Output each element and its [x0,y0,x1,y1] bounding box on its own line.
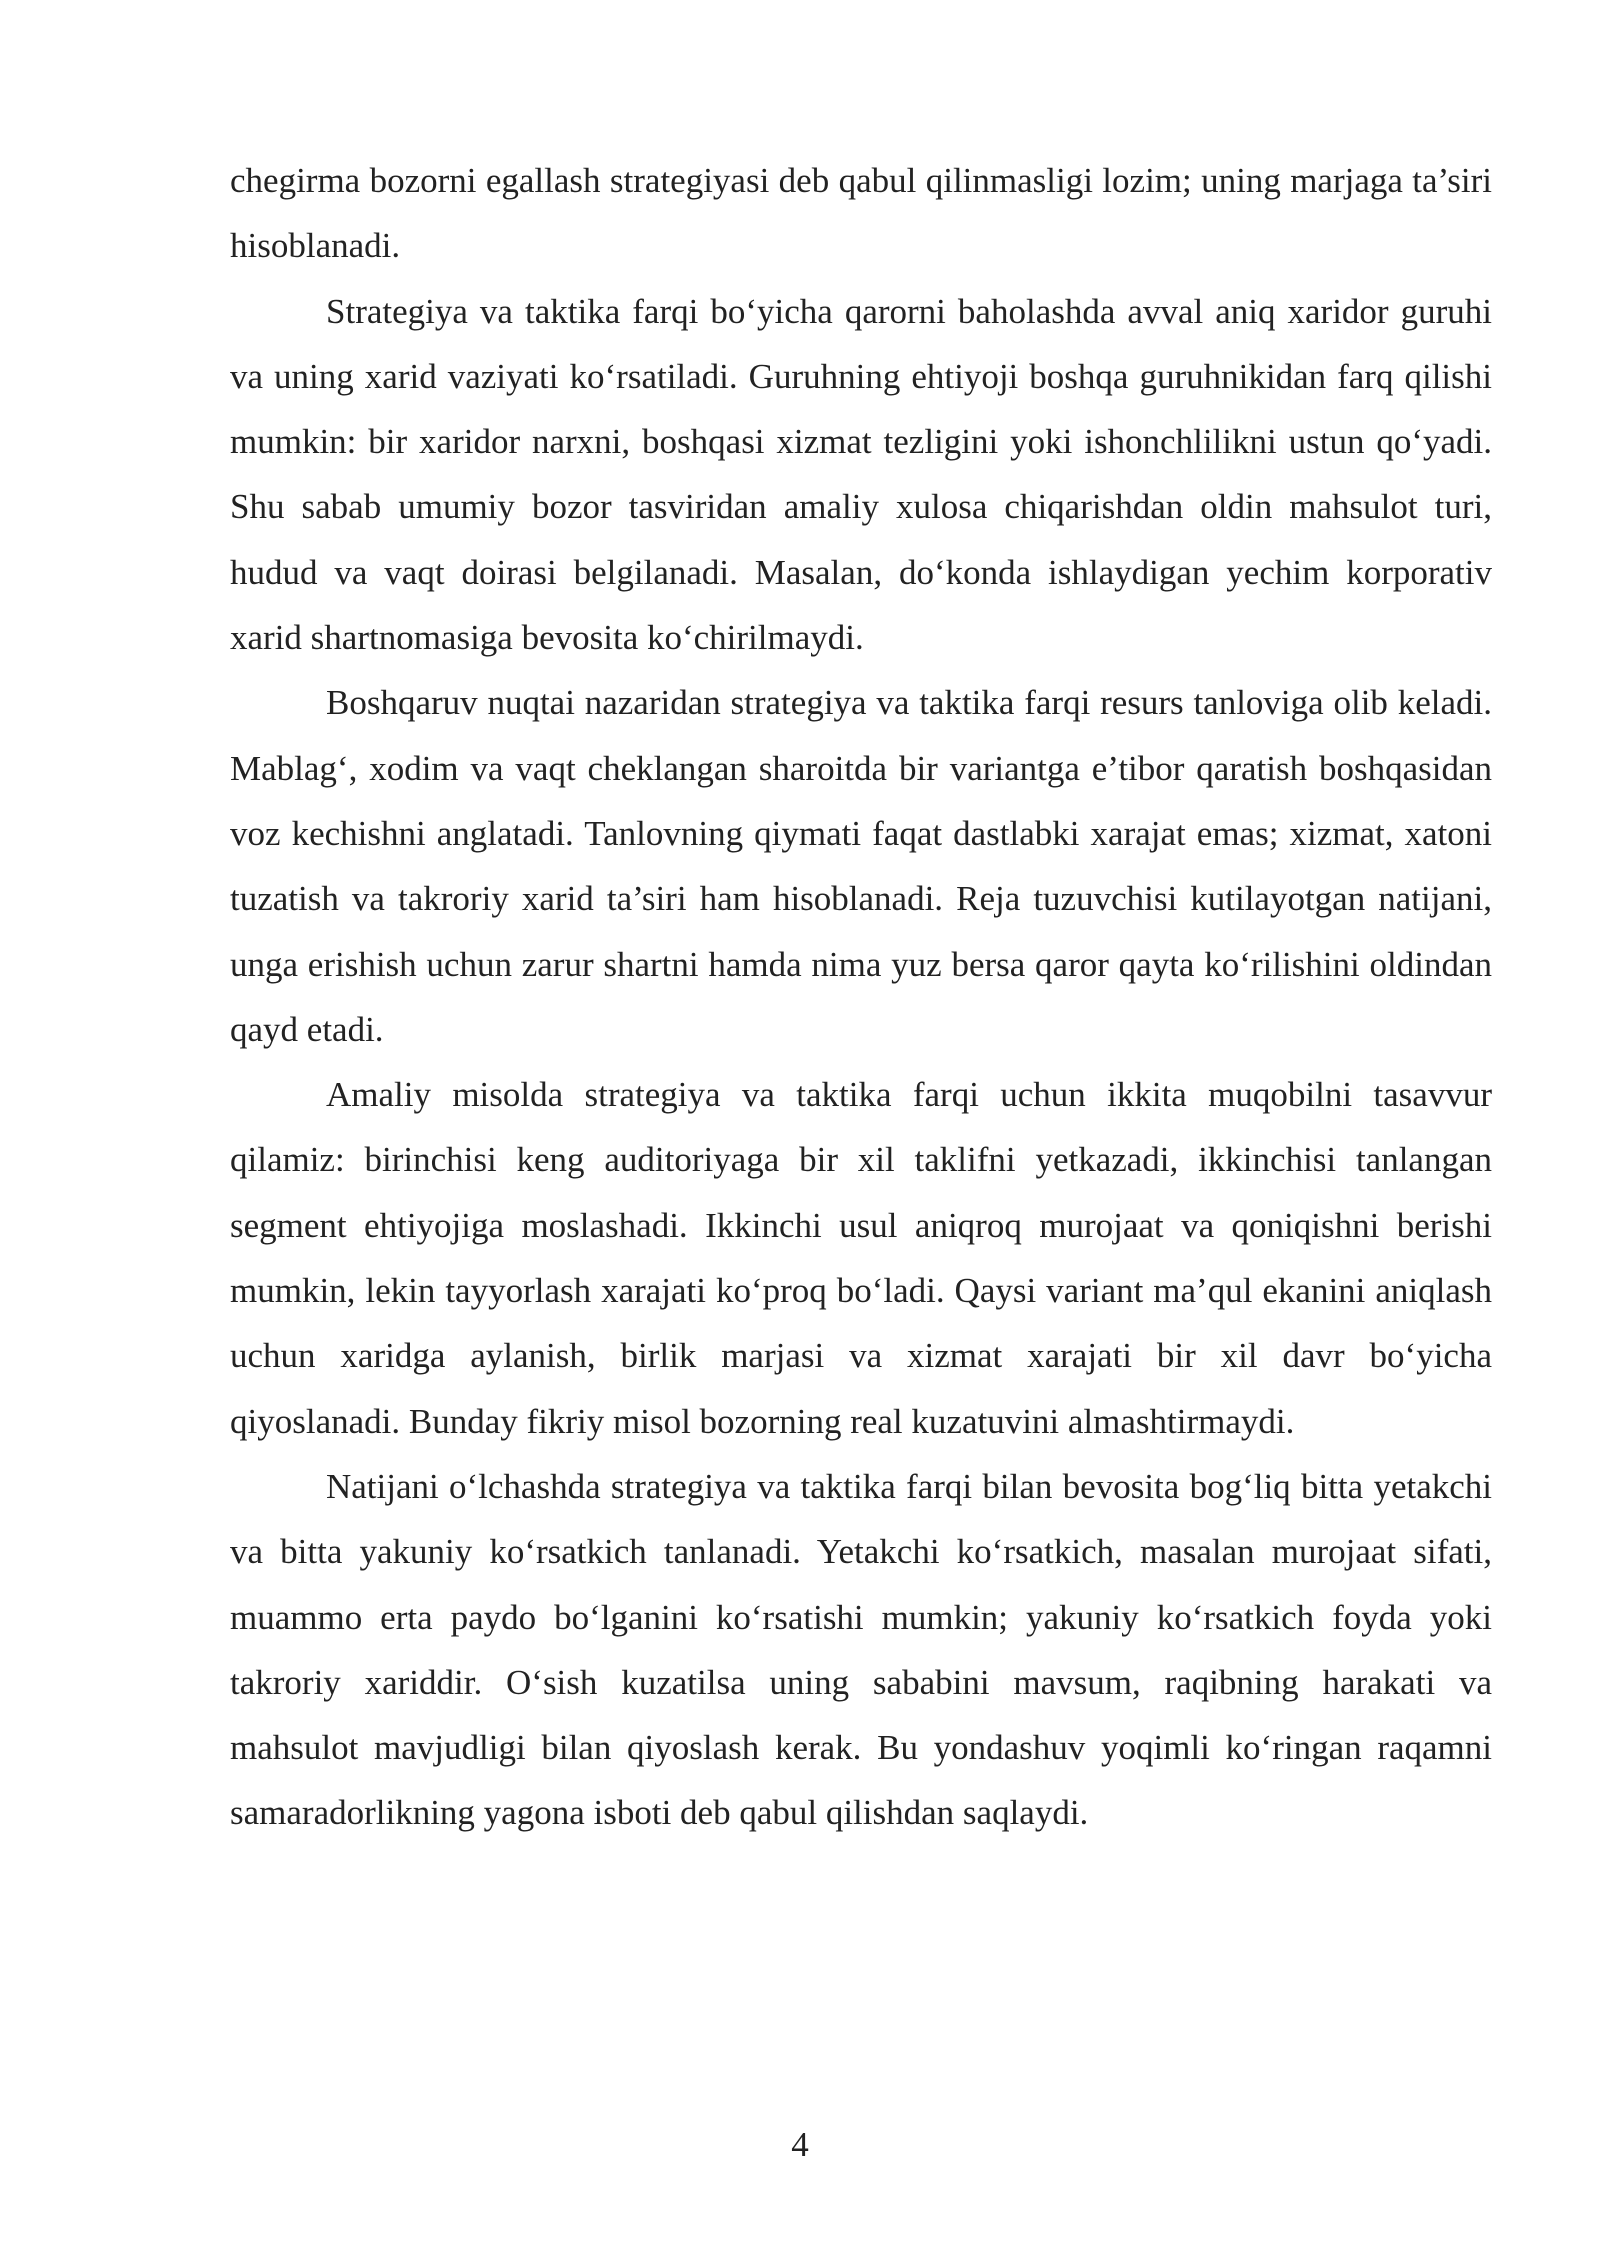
body-text [230,148,1492,1846]
page-number: 4 [791,2125,809,2164]
paragraph-customer-group: Strategiya va taktika farqi bo‘yicha qarorni baholashda avval aniq xaridor guruhi va uning xarid vaziyati ko‘rsatiladi. Guruhning ehtiyoji boshqa guruhnikidan farq qilishi mumkin: bir xaridor narxni, boshqasi xizmat tezligini yoki ishonchlilikni ustun qo‘yadi. Shu sabab umumiy bozor tasviridan amaliy xulosa chiqarishdan oldin mahsulot turi, hudud va vaqt doirasi belgilanadi. Masalan, do‘konda ishlaydigan yechim korporativ xarid shartnomasiga bevosita ko‘chirilmaydi. [230,291,1492,658]
paragraph-practical-example: Amaliy misolda strategiya va taktika farqi uchun ikkita muqobilni tasavvur qilamiz: birinchisi keng auditoriyaga bir xil taklifni yetkazadi, ikkinchisi tanlangan segment ehtiyojiga moslashadi. Ikkinchi usul aniqroq murojaat va qoniqishni berishi mumkin, lekin tayyorlash xarajati ko‘proq bo‘ladi. Qaysi variant ma’qul ekanini aniqlash uchun xaridga aylanish, birlik marjasi va xizmat xarajati bir xil davr bo‘yicha qiyoslanadi. Bunday fikriy misol bozorning real kuzatuvini almashtirmaydi. [230,1075,1492,1441]
paragraph-measuring-results: Natijani o‘lchashda strategiya va taktika farqi bilan bevosita bog‘liq bitta yetakchi va bitta yakuniy ko‘rsatkich tanlanadi. Yetakchi ko‘rsatkich, masalan murojaat sifati, muammo erta paydo bo‘lganini ko‘rsatishi mumkin; yakuniy ko‘rsatkich foyda yoki takroriy xariddir. O‘sish kuzatilsa uning sababini mavsum, raqibning harakati va mahsulot mavjudligi bilan qiyoslash kerak. Bu yondashuv yoqimli ko‘ringan raqamni samaradorlikning yagona isboti deb qabul qilishdan saqlaydi. [230,1466,1492,1833]
paragraph-resource-choice: Boshqaruv nuqtai nazaridan strategiya va taktika farqi resurs tanloviga olib keladi. Mablag‘, xodim va vaqt cheklangan sharoitda bir variantga e’tibor qaratish boshqasidan voz kechishni anglatadi. Tanlovning qiymati faqat dastlabki xarajat emas; xizmat, xatoni tuzatish va takroriy xarid ta’siri ham hisoblanadi. Reja tuzuvchisi kutilayotgan natijani, unga erishish uchun zarur shartni hamda nima yuz bersa qaror qayta ko‘rilishini oldindan qayd etadi. [230,683,1492,1049]
paragraph-continuation: chegirma bozorni egallash strategiyasi deb qabul qilinmasligi lozim; uning marjaga ta’siri hisoblanadi. [230,161,1492,266]
